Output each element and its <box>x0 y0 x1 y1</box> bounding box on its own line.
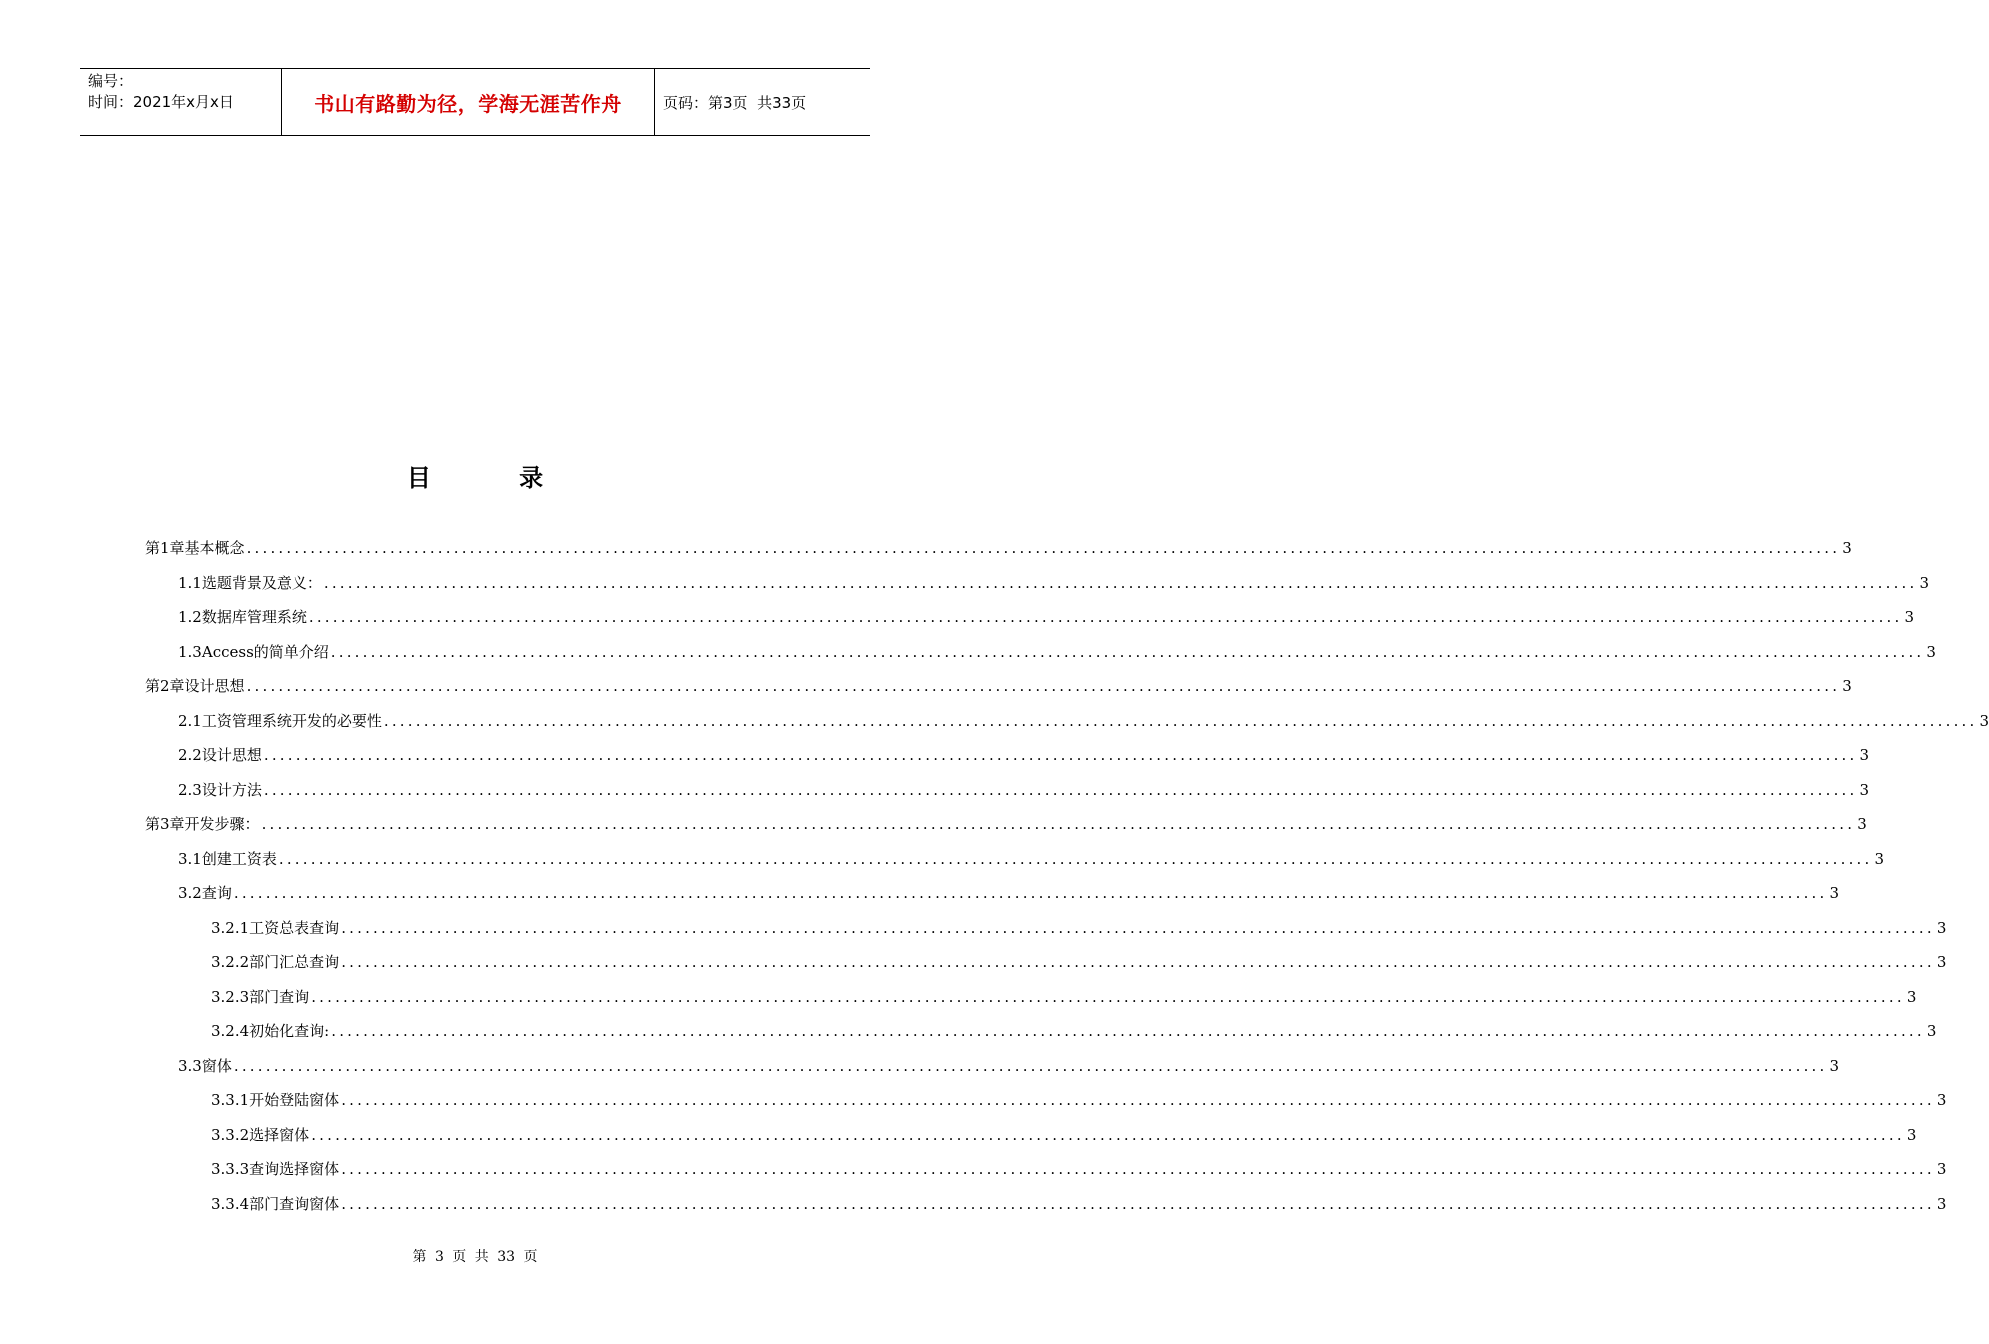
toc-entry-leader: ........................................................................................................................................................................................................ <box>323 574 1918 592</box>
toc-entry[interactable] <box>145 674 1852 698</box>
toc-entry-leader: ........................................................................................................................................................................................................ <box>341 1160 1935 1178</box>
toc-entry-number: 3.3 <box>178 1057 202 1075</box>
toc-entry-title: 窗体 <box>201 1057 232 1075</box>
toc-entry-number: 第3章 <box>145 815 185 833</box>
toc-entry-title: 查询 <box>201 884 232 902</box>
toc-entry[interactable] <box>211 985 1917 1009</box>
toc-entry-title: 部门汇总查询 <box>249 953 340 971</box>
toc-entry-page: 3 <box>1936 953 1947 971</box>
toc-entry-page: 3 <box>1906 1126 1917 1144</box>
toc-entry[interactable] <box>178 847 1885 871</box>
toc-entry-title: 工资总表查询 <box>249 919 340 937</box>
toc-entry-leader: ........................................................................................................................................................................................................ <box>341 953 1935 971</box>
toc-entry-title: 部门查询窗体 <box>249 1195 340 1213</box>
toc-entry-leader: ........................................................................................................................................................................................................ <box>341 1091 1935 1109</box>
toc-entry-page: 3 <box>1926 1022 1937 1040</box>
toc-entry-title: 设计方法 <box>201 781 262 799</box>
toc-entry-page: 3 <box>1936 1160 1947 1178</box>
toc-entry-leader: ........................................................................................................................................................................................................ <box>311 1126 1905 1144</box>
toc-entry-page: 3 <box>1829 1057 1840 1075</box>
toc-entry-title: 创建工资表 <box>201 850 277 868</box>
toc-entry-leader: ........................................................................................................................................................................................................ <box>311 988 1905 1006</box>
toc-entry-leader: ........................................................................................................................................................................................................ <box>330 643 1925 661</box>
toc-entry-page: 3 <box>1904 608 1915 626</box>
toc-entry[interactable] <box>178 640 1936 664</box>
toc-entry[interactable] <box>178 1054 1840 1078</box>
toc-entry-number: 3.2.3 <box>211 988 250 1006</box>
toc-entry-number: 2.1 <box>178 712 202 730</box>
toc-entry-number: 3.3.4 <box>211 1195 250 1213</box>
toc-entry-number: 3.3.3 <box>211 1160 250 1178</box>
toc-entry[interactable] <box>178 605 1915 629</box>
toc-entry-number: 3.3.1 <box>211 1091 250 1109</box>
toc-entry-number: 3.2 <box>178 884 202 902</box>
toc-entry-title: 选择窗体 <box>249 1126 310 1144</box>
toc-entry-title: 基本概念 <box>184 539 245 557</box>
toc-entry-page: 3 <box>1874 850 1885 868</box>
header-page-info: 页码：第3页 共33页 <box>663 93 807 112</box>
toc-entry-leader: ........................................................................................................................................................................................................ <box>341 1195 1935 1213</box>
page-header <box>80 68 870 136</box>
toc-entry-page: 3 <box>1936 1195 1947 1213</box>
toc-entry-number: 2.2 <box>178 746 202 764</box>
toc-entry-leader: ........................................................................................................................................................................................................ <box>233 884 1828 902</box>
toc-entry-title: 选题背景及意义： <box>201 574 322 592</box>
toc-entry-page: 3 <box>1829 884 1840 902</box>
toc-entry-leader: ........................................................................................................................................................................................................ <box>383 712 1978 730</box>
toc-entry-leader: ........................................................................................................................................................................................................ <box>263 746 1858 764</box>
toc-entry[interactable] <box>211 950 1947 974</box>
toc-entry[interactable] <box>145 536 1852 560</box>
toc-entry-page: 3 <box>1859 781 1870 799</box>
toc-title: 目 录 <box>406 464 584 492</box>
toc-entry-page: 3 <box>1926 643 1936 661</box>
toc-entry[interactable] <box>178 881 1840 905</box>
toc-entry-title: 初始化查询: <box>249 1022 330 1040</box>
toc-entry-page: 3 <box>1859 746 1870 764</box>
header-number-label: 编号： <box>88 72 134 90</box>
toc-entry-leader: ........................................................................................................................................................................................................ <box>278 850 1873 868</box>
toc-entry-number: 1.2 <box>178 608 202 626</box>
toc-entry-leader: ........................................................................................................................................................................................................ <box>246 677 1841 695</box>
toc-entry-title: 查询选择窗体 <box>249 1160 340 1178</box>
toc-entry-title: 部门查询 <box>249 988 310 1006</box>
header-time-label: 时间：2021年x月x日 <box>88 93 234 111</box>
toc-entry-title: 开始登陆窗体 <box>249 1091 340 1109</box>
toc-entry[interactable] <box>211 1019 1937 1043</box>
toc-entry-leader: ........................................................................................................................................................................................................ <box>246 539 1841 557</box>
toc-entry-page: 3 <box>1936 1091 1947 1109</box>
toc-entry-page: 3 <box>1936 919 1947 937</box>
toc-entry-title: 设计思想 <box>201 746 262 764</box>
toc-entry-number: 第2章 <box>145 677 185 695</box>
toc-entry-title: 数据库管理系统 <box>201 608 307 626</box>
toc-entry[interactable] <box>178 709 1989 733</box>
page-footer: 第 3 页 共 33 页 <box>412 1249 538 1265</box>
toc-entry-number: 3.1 <box>178 850 202 868</box>
toc-entry-number: 3.2.4 <box>211 1022 250 1040</box>
toc-entry-number: 2.3 <box>178 781 202 799</box>
toc-entry-leader: ........................................................................................................................................................................................................ <box>233 1057 1828 1075</box>
toc-entry-leader: ........................................................................................................................................................................................................ <box>331 1022 1925 1040</box>
toc-entry-page: 3 <box>1842 539 1852 557</box>
toc-entry-number: 3.2.1 <box>211 919 250 937</box>
toc-entry-page: 3 <box>1857 815 1867 833</box>
toc-entry[interactable] <box>178 743 1870 767</box>
toc-entry-leader: ........................................................................................................................................................................................................ <box>341 919 1935 937</box>
toc-entry-number: 3.2.2 <box>211 953 250 971</box>
toc-entry[interactable] <box>211 1192 1947 1216</box>
toc-entry-page: 3 <box>1906 988 1917 1006</box>
toc-entry[interactable] <box>211 1157 1947 1181</box>
toc-entry-number: 1.3 <box>178 643 202 661</box>
toc-entry-page: 3 <box>1979 712 1989 730</box>
toc-entry-leader: ........................................................................................................................................................................................................ <box>263 781 1858 799</box>
header-meta <box>80 69 282 135</box>
toc-entry-number: 第1章 <box>145 539 185 557</box>
toc-entry-page: 3 <box>1842 677 1852 695</box>
toc-entry-number: 3.3.2 <box>211 1126 250 1144</box>
toc-entry-title: Access的简单介绍 <box>201 643 329 661</box>
toc-entry[interactable] <box>211 1123 1917 1147</box>
toc-entry[interactable] <box>211 916 1947 940</box>
header-motto: 书山有路勤为径，学海无涯苦作舟 <box>282 69 655 135</box>
toc-entry-leader: ........................................................................................................................................................................................................ <box>308 608 1903 626</box>
toc-entry-page: 3 <box>1919 574 1930 592</box>
toc-entry-title: 设计思想 <box>184 677 245 695</box>
toc-entry-title: 开发步骤： <box>184 815 260 833</box>
toc-entry-title: 工资管理系统开发的必要性 <box>201 712 382 730</box>
toc-entry[interactable] <box>178 778 1870 802</box>
toc-entry-leader: ........................................................................................................................................................................................................ <box>261 815 1856 833</box>
toc-entry[interactable] <box>145 812 1867 836</box>
toc-entry-number: 1.1 <box>178 574 202 592</box>
toc-entry[interactable] <box>178 571 1930 595</box>
toc-entry[interactable] <box>211 1088 1947 1112</box>
